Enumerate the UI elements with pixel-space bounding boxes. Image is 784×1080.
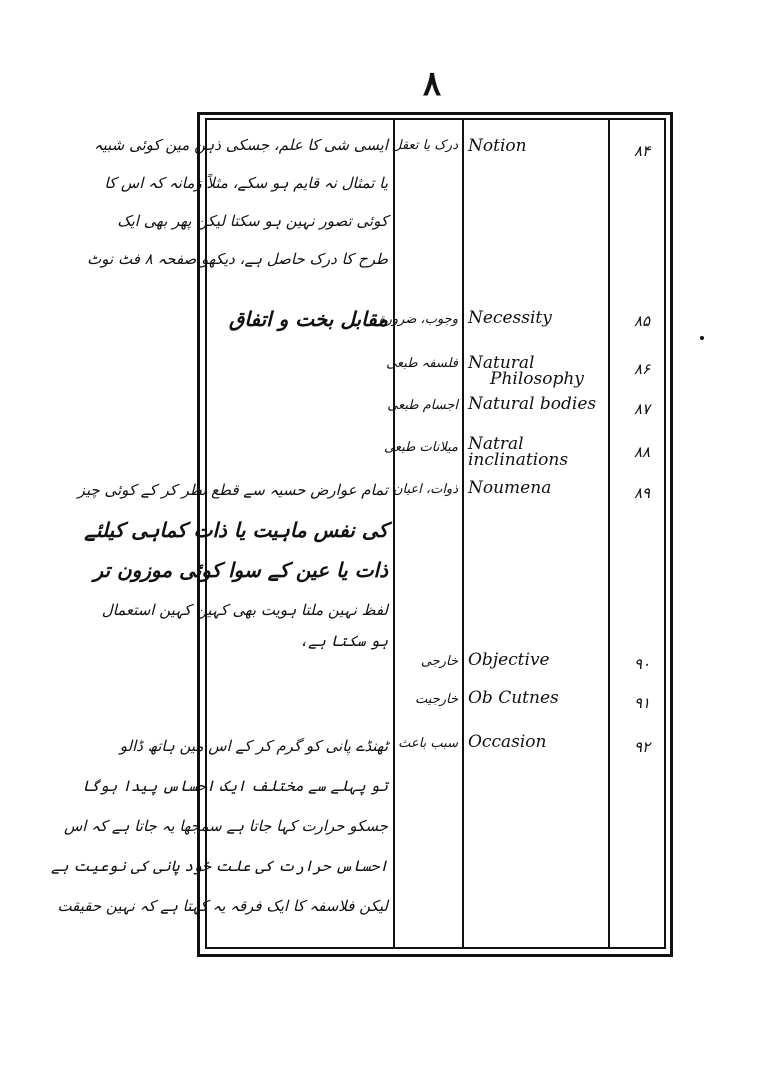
urdu-term: اجسام طبعی — [387, 398, 458, 413]
definition-line: یا تمثال نہ قایم ہو سکے، مثلاً زمانہ کہ اس کا — [104, 174, 388, 192]
entry-number: ۹۲ — [633, 738, 651, 756]
english-term-line: inclinations — [468, 450, 569, 470]
entry-number: ۸۴ — [633, 142, 651, 160]
english-term-line: Natral — [468, 434, 524, 454]
column-divider-definition — [393, 118, 395, 949]
english-term-line: Natural — [468, 353, 535, 373]
english-term — [468, 355, 584, 387]
definition-line: مقابل بخت و اتفاق — [228, 307, 388, 331]
entry-number: ۸۶ — [633, 360, 651, 378]
english-term-line: Necessity — [468, 308, 552, 328]
urdu-term: سبب باعث — [398, 736, 458, 751]
definition — [87, 126, 388, 278]
column-divider-english-term — [608, 118, 610, 949]
definition-line: ہو سکتا ہے، — [299, 632, 388, 650]
english-term — [468, 436, 568, 468]
definition-line: کی نفس ماہیت یا ذات کماہی کیلئے — [84, 518, 388, 542]
definition-line: کوئی تصور نہین ہو سکتا لیکن پھر بھی ایک — [117, 212, 388, 230]
definition — [77, 470, 388, 652]
urdu-term: میلانات طبعی — [384, 440, 458, 455]
definition — [208, 300, 388, 338]
definition-line: تو پہلے سے مختلف ایک احساس پیدا ہوگا — [82, 777, 388, 795]
urdu-term: وجوب، ضرورة — [378, 312, 458, 327]
urdu-term: فلسفہ طبعی — [386, 356, 458, 371]
entry-number: ۸۵ — [633, 312, 651, 330]
page-number: ۸ — [422, 64, 442, 104]
definition-line: ایسی شی کا علم، جسکی ذہن مین کوئی شبیہ — [93, 136, 388, 154]
english-term — [468, 480, 551, 496]
entry-number: ۸۹ — [633, 484, 651, 502]
definition-line: لفظ نہین ملتا ہویت بھی کہین کہین استعمال — [101, 601, 388, 619]
urdu-term: خارجی — [420, 654, 458, 669]
english-term-line: Ob Cutnes — [468, 688, 559, 708]
ink-dot — [700, 336, 704, 340]
english-term-line: Noumena — [468, 478, 552, 498]
definition-line: ٹھنڈے پانی کو گرم کر کے اس مین ہاتھ ڈالو — [119, 737, 388, 755]
urdu-term: خارجیت — [415, 692, 458, 707]
english-term-line: Philosophy — [490, 369, 584, 389]
urdu-term: ذوات، اعیان — [392, 482, 458, 497]
english-term — [468, 138, 527, 154]
english-term — [468, 396, 596, 412]
english-term — [468, 310, 552, 326]
definition-line: تمام عوارض حسیہ سے قطع نظر کر کے کوئی چیز — [77, 481, 388, 499]
entry-number: ۹۱ — [633, 694, 651, 712]
english-term — [468, 734, 546, 750]
english-term-line: Occasion — [468, 732, 547, 752]
definition-line: احساس حرارت کی علت خود پانی کی نوعیت ہے — [51, 857, 388, 875]
definition — [51, 726, 388, 926]
entry-number: ۸۸ — [633, 443, 651, 461]
definition-line: طرح کا درک حاصل ہے، دیکھو صفحہ ۸ فٹ نوٹ — [87, 250, 388, 268]
definition-line: جسکو حرارت کہا جاتا ہے سمجھا یہ جاتا ہے کہ اس — [63, 817, 388, 835]
definition-line: لیکن فلاسفہ کا ایک فرقہ یہ کہتا ہے کہ نہین حقیقت — [57, 897, 388, 915]
definition-line: ذات یا عین کے سوا کوئی موزون تر — [93, 558, 388, 582]
entry-number: ۹۰ — [633, 655, 651, 673]
english-term — [468, 690, 559, 706]
english-term — [468, 652, 550, 668]
column-divider-urdu-term — [462, 118, 464, 949]
english-term-line: Objective — [468, 650, 550, 670]
entry-number: ۸۷ — [633, 400, 651, 418]
english-term-line: Notion — [468, 136, 527, 156]
english-term-line: Natural bodies — [468, 394, 597, 414]
urdu-term: درک یا تعقل — [392, 138, 458, 153]
